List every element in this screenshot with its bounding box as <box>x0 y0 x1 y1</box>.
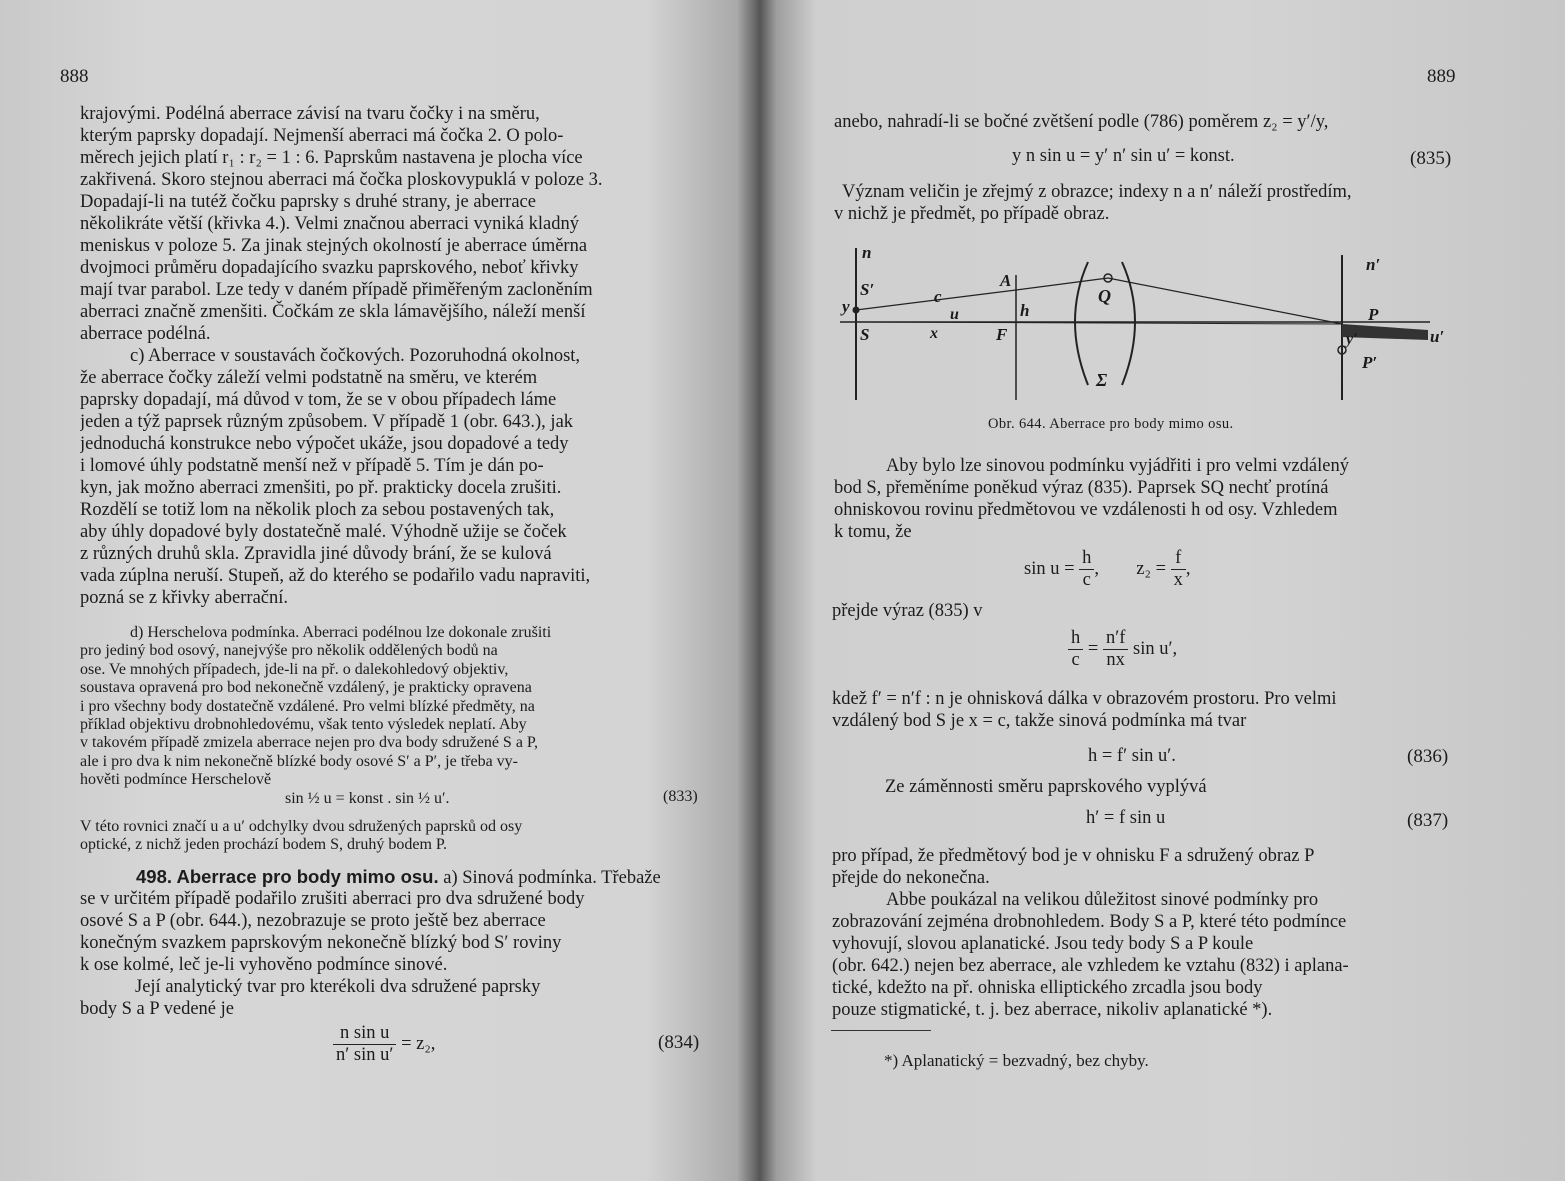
figure-644 <box>830 240 1470 420</box>
label-s: S <box>860 325 870 344</box>
equation-833-number: (833) <box>663 788 698 805</box>
section-498-heading: 498. Aberrace pro body mimo osu. <box>136 866 439 887</box>
equation-837-number: (837) <box>1407 810 1449 831</box>
equation-833: sin ½ u = konst . sin ½ u′. <box>285 790 450 807</box>
right-intro: anebo, nahradí-li se bočné zvětšení podle (786) poměrem z₂ = y′/y, <box>834 112 1329 132</box>
equation-836-number: (836) <box>1407 746 1449 767</box>
equation-835: y n sin u = y′ n′ sin u′ = konst. <box>1012 146 1235 166</box>
figure-caption: Obr. 644. Aberrace pro body mimo osu. <box>988 416 1234 432</box>
equation-h-over-c: $\frac{h}{c}$ = $\frac{n'f}{nx}$ sin u′, <box>1068 628 1177 671</box>
footnote: *) Aplanatický = bezvadný, bez chyby. <box>884 1051 1149 1070</box>
label-y: y <box>842 297 850 316</box>
ray-a-to-q <box>1016 278 1108 290</box>
page-number-right: 889 <box>1427 66 1456 87</box>
label-p: P <box>1368 305 1379 324</box>
left-paragraph-herschel: d) Herschelova podmínka. Aberraci podélnou lze dokonale zrušiti pro jediný bod osový, nanejvýše pro několik oddělených bodů na ose. Ve mnohých případech, jde-li na př. o dalekohledový objektiv, soustava opravená pro bod nekonečně vzdálený, je prakticky opravena i pro všechny body dostatečně vzdálené. Pro velmi blízké předměty, na příklad objektivu drobnohledovému, však tento výsledek neplatí. Aby v takovém případě zmizela aberrace nejen pro dva body sdružené S a P, ale i pro dva k nim nekonečně blízké body osové S′ a P′, je třeba vy- hověti podmínce Herschelově <box>80 624 552 789</box>
ray-q-to-p <box>1108 278 1342 324</box>
label-a: A <box>1000 271 1012 290</box>
equation-sin-u: sin u = $\frac{h}{c}$ , z₂ = $\frac{f}{x}$ , <box>1024 548 1191 590</box>
point-s-prime-marker <box>853 307 860 314</box>
label-n-prime: n′ <box>1366 255 1381 274</box>
equation-835-number: (835) <box>1410 148 1452 169</box>
prejde-text: přejde výraz (835) v <box>832 601 983 621</box>
equation-837: h′ = f sin u <box>1086 808 1166 828</box>
equation-834-number: (834) <box>658 1032 700 1053</box>
label-x: x <box>930 325 938 342</box>
label-f: F <box>996 325 1008 344</box>
left-page <box>0 0 760 1181</box>
left-paragraph-498: 498. Aberrace pro body mimo osu. a) Sinová podmínka. Třebaže se v určitém případě podařilo zrušiti aberraci pro dva sdružené body osové S a P (obr. 644.), nezobrazuje se proto ještě bez aberrace konečným svazkem paprskovým nekonečně blízký bod S′ roviny k ose kolmé, leč je-li vyhověno podmínce sinové. Její analytický tvar pro kterékoli dva sdružené paprsky body S a P vedené je <box>80 866 661 1019</box>
right-paragraph-block2: Aby bylo lze sinovou podmínku vyjádřiti i pro velmi vzdálený bod S, přeměníme poněkud výraz (835). Paprsek SQ nechť protíná ohniskovou rovinu předmětovou ve vzdálenosti h od osy. Vzhledem k tomu, že <box>834 456 1349 542</box>
label-u-prime: u′ <box>1430 327 1445 346</box>
label-q: Q <box>1098 286 1111 306</box>
label-sigma: Σ <box>1096 370 1108 390</box>
left-paragraph-block1: krajovými. Podélná aberrace závisí na tvaru čočky i na směru, kterým paprsky dopadají. Nejmenší aberraci má čočka 2. O polo- měrech jejich platí r₁ : r₂ = 1 : 6. Paprskům nastavena je plocha více zakřivená. Skoro stejnou aberraci má čočka ploskovypuklá v poloze 3. Dopadají-li na tutéž čočku paprsky s druhé strany, je aberrace několikráte větší (křivka 4.). Velmi značnou aberraci vyniká kladný meniskus v poloze 5. Za jinak stejných okolností je aberrace úměrna dvojmoci průměru dopadajícího svazku paprskového, neboť křivky mají tvar parabol. Lze tedy v daném případě přiměřeným zacloněním aberraci značně zmenšiti. Čočkám ze skla lámavějšího, náleží menší aberrace podélná. c) Aberrace v soustavách čočkových. Pozoruhodná okolnost, že aberrace čočky záleží velmi podstatně na směru, ve kterém paprsky dopadají, má důvod v tom, že se v obou případech láme jeden a týž paprsek různým způsobem. V případě 1 (obr. 643.), jak jednoduchá konstrukce nebo výpočet ukáže, jsou dopadové a tedy i lomové úhly podstatně menší než v případě 5. Tím je dán po- kyn, jak možno aberraci zmenšiti, po př. prakticky docela zrušiti. Rozdělí se totiž lom na několik ploch za sebou postavených tak, aby úhly dopadové byly dostatečně malé. Výhodně užije se čoček z různých druhů skla. Zpravidla jiné důvody brání, že se kulová vada zúplna neruší. Stupeň, až do kterého se podařilo vadu napraviti, pozná se z křivky aberrační. <box>80 104 603 608</box>
right-paragraph-block4: pro případ, že předmětový bod je v ohnisku F a sdružený obraz P přejde do nekonečna. Abbe poukázal na velikou důležitost sinové podmínky pro zobrazování zejména drobnohledem. Body S a P, které této podmínce vyhovují, slovou aplanatické. Jsou tedy body S a P koule (obr. 642.) nejen bez aberrace, ale vzhledem ke vztahu (832) i aplana- tické, kdežto na př. ohniska elliptického zrcadla jsou body pouze stigmatické, t. j. bez aberrace, nikoliv aplanatické *). <box>832 846 1349 1020</box>
label-h: h <box>1020 301 1030 320</box>
footnote-rule <box>831 1030 931 1031</box>
label-u: u <box>950 306 959 323</box>
zamennost-text: Ze záměnnosti směru paprskového vyplývá <box>885 777 1207 797</box>
left-paragraph-block3: V této rovnici značí u a u′ odchylky dvou sdružených paprsků od osy optické, z nichž jeden prochází bodem S, druhý bodem P. <box>80 818 523 854</box>
equation-834: $\frac{\text{n sin u}}{\text{n′ sin u′}}$ = z₂, <box>333 1023 435 1066</box>
label-c: c <box>934 287 942 306</box>
label-p-prime: P′ <box>1362 353 1378 372</box>
right-paragraph-block1: Význam veličin je zřejmý z obrazce; indexy n a n′ náleží prostředím, v nichž je předmět, po případě obraz. <box>834 182 1352 224</box>
equation-836: h = f′ sin u′. <box>1088 746 1176 766</box>
page-number-left: 888 <box>60 66 89 87</box>
label-n: n <box>862 243 872 262</box>
label-s-prime: S′ <box>860 280 875 299</box>
label-y-prime: y′ <box>1346 331 1358 348</box>
right-paragraph-block3: kdež f′ = n′f : n je ohnisková dálka v obrazovém prostoru. Pro velmi vzdálený bod S je x = c, takže sinová podmínka má tvar <box>832 689 1337 731</box>
